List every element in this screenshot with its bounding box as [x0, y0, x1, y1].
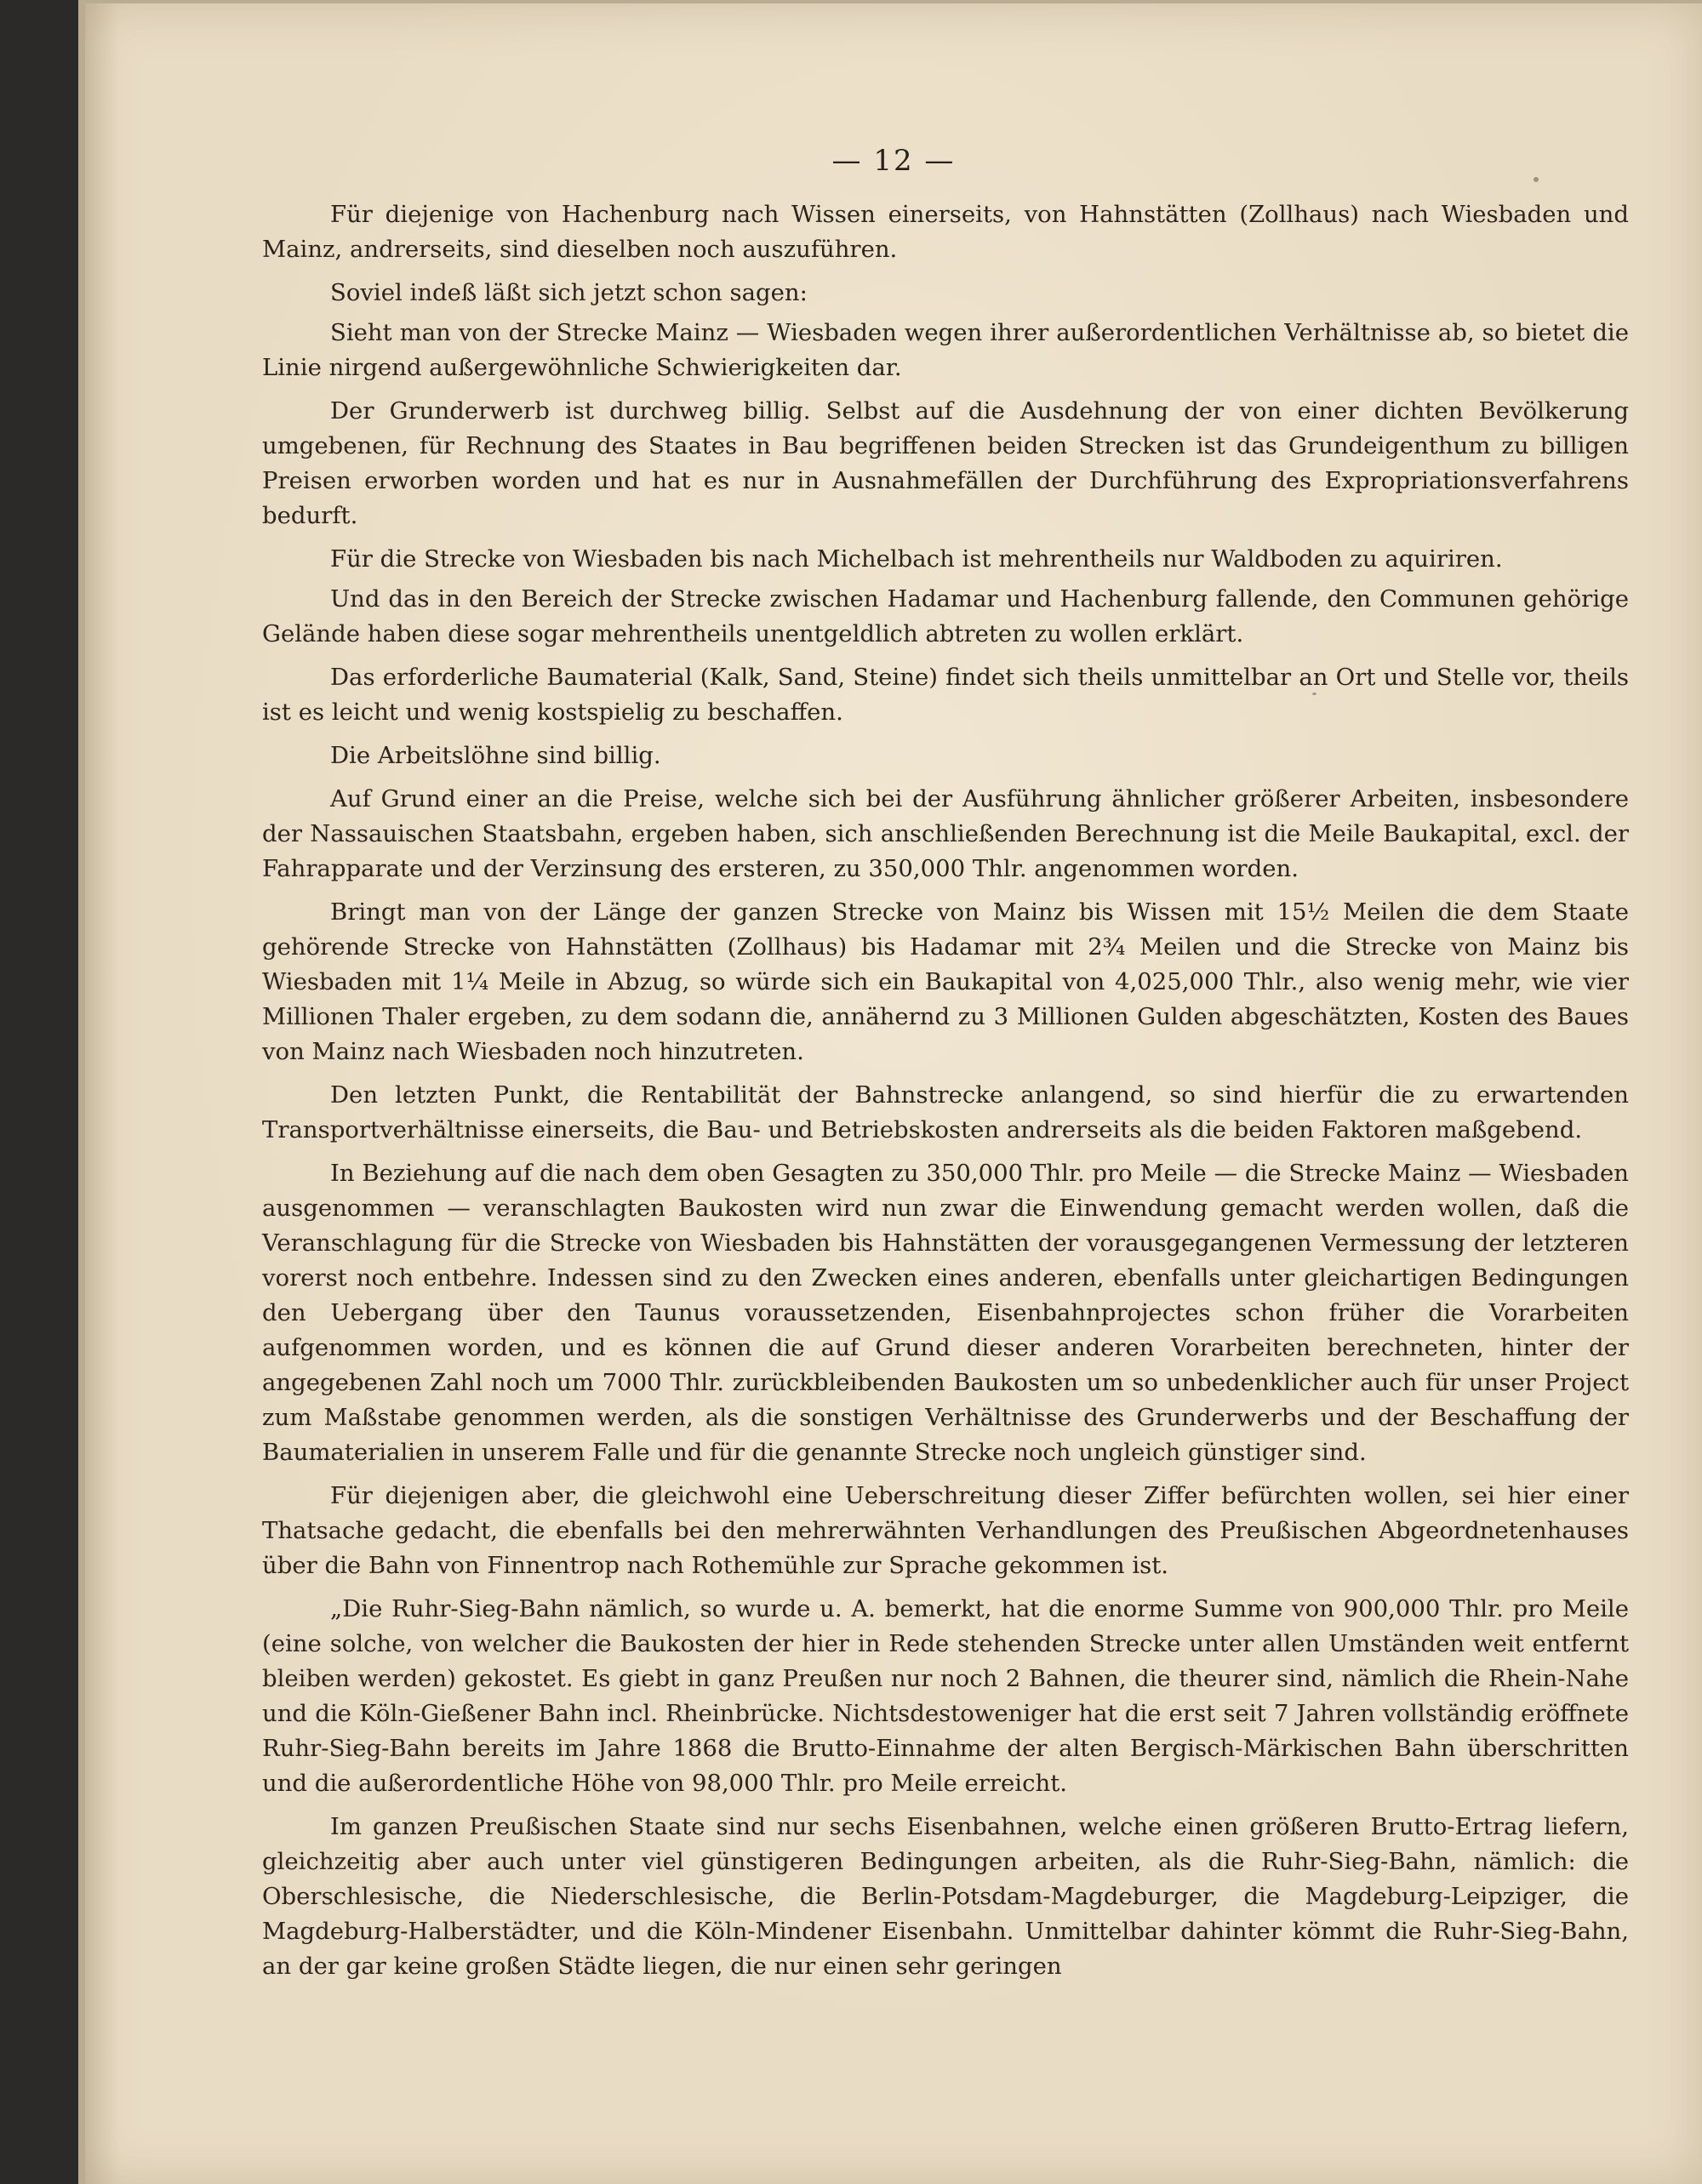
- paragraph: Die Arbeitslöhne sind billig.: [330, 742, 661, 769]
- paragraph: Und das in den Bereich der Strecke zwischen Hadamar und Hachenburg fallende, den Communen gehörige Gelände haben diese sogar mehrentheils unentgeldlich abtreten zu wollen erklärt.: [262, 585, 1629, 647]
- paragraph: In Beziehung auf die nach dem oben Gesagten zu 350,000 Thlr. pro Meile — die Strecke Mainz — Wiesbaden ausgenommen — veranschlagten Baukosten wird nun zwar die Einwendung gemacht werden wollen, daß die Veranschlagung für die Strecke von Wiesbaden bis Hahnstätten der vorausgegangenen Vermessung der letzteren vorerst noch entbehre. Indessen sind zu den Zwecken eines anderen, ebenfalls unter gleichartigen Bedingungen den Uebergang über den Taunus voraussetzenden, Eisenbahnprojectes schon früher die Vorarbeiten aufgenommen worden, und es können die auf Grund dieser anderen Vorarbeiten berechneten, hinter der angegebenen Zahl noch um 7000 Thlr. zurückbleibenden Baukosten um so unbedenklicher auch für unser Project zum Maßstabe genommen werden, als die sonstigen Verhältnisse des Grunderwerbs und der Beschaffung der Baumaterialien in unserem Falle und für die genannte Strecke noch ungleich günstiger sind.: [262, 1160, 1629, 1466]
- paragraph: Für die Strecke von Wiesbaden bis nach Michelbach ist mehrentheils nur Waldboden zu aquiriren.: [330, 545, 1503, 573]
- paragraph: Den letzten Punkt, die Rentabilität der Bahnstrecke anlangend, so sind hierfür die zu erwartenden Transportverhältnisse einerseits, die Bau- und Betriebskosten andrerseits als die beiden Faktoren maßgebend.: [262, 1081, 1629, 1143]
- paragraph: Bringt man von der Länge der ganzen Strecke von Mainz bis Wissen mit 15½ Meilen die dem Staate gehörende Strecke von Hahnstätten (Zollhaus) bis Hadamar mit 2¾ Meilen und die Strecke von Mainz bis Wiesbaden mit 1¼ Meile in Abzug, so würde sich ein Baukapital von 4,025,000 Thlr., also wenig mehr, wie vier Millionen Thaler ergeben, zu dem sodann die, annähernd zu 3 Millionen Gulden abgeschätzten, Kosten des Baues von Mainz nach Wiesbaden noch hinzutreten.: [262, 898, 1629, 1065]
- document-page: [85, 3, 1702, 2184]
- paragraph: Soviel indeß läßt sich jetzt schon sagen:: [330, 279, 808, 306]
- page-number: — 12 —: [831, 144, 956, 178]
- paper-speck: [1534, 177, 1539, 182]
- paragraph: Der Grunderwerb ist durchweg billig. Selbst auf die Ausdehnung der von einer dichten Bevölkerung umgebenen, für Rechnung des Staates in Bau begriffenen beiden Strecken ist das Grundeigenthum zu billigen Preisen erworben worden und hat es nur in Ausnahmefällen der Durchführung des Expropriationsverfahrens bedurft.: [262, 397, 1629, 529]
- paragraph: Im ganzen Preußischen Staate sind nur sechs Eisenbahnen, welche einen größeren Brutto-Ertrag liefern, gleichzeitig aber auch unter viel günstigeren Bedingungen arbeiten, als die Ruhr-Sieg-Bahn, nämlich: die Oberschlesische, die Niederschlesische, die Berlin-Potsdam-Magdeburger, die Magdeburg-Leipziger, die Magdeburg-Halberstädter, und die Köln-Mindener Eisenbahn. Unmittelbar dahinter kömmt die Ruhr-Sieg-Bahn, an der gar keine großen Städte liegen, die nur einen sehr geringen: [262, 1813, 1629, 1980]
- paragraph: Für diejenige von Hachenburg nach Wissen einerseits, von Hahnstätten (Zollhaus) nach Wiesbaden und Mainz, andrerseits, sind dieselben noch auszuführen.: [262, 201, 1629, 263]
- paragraph: Für diejenigen aber, die gleichwohl eine Ueberschreitung dieser Ziffer befürchten wollen, sei hier einer Thatsache gedacht, die ebenfalls bei den mehrerwähnten Verhandlungen des Preußischen Abgeordnetenhauses über die Bahn von Finnentrop nach Rothemühle zur Sprache gekommen ist.: [262, 1482, 1629, 1579]
- paragraph: Sieht man von der Strecke Mainz — Wiesbaden wegen ihrer außerordentlichen Verhältnisse ab, so bietet die Linie nirgend außergewöhnliche Schwierigkeiten dar.: [262, 319, 1629, 381]
- paragraph: Auf Grund einer an die Preise, welche sich bei der Ausführung ähnlicher größerer Arbeiten, insbesondere der Nassauischen Staatsbahn, ergeben haben, sich anschließenden Berechnung ist die Meile Baukapital, excl. der Fahrapparate und der Verzinsung des ersteren, zu 350,000 Thlr. angenommen worden.: [262, 785, 1629, 882]
- quoted-paragraph: „Die Ruhr-Sieg-Bahn nämlich, so wurde u. A. bemerkt, hat die enorme Summe von 900,000 Thlr. pro Meile (eine solche, von welcher die Baukosten der hier in Rede stehenden Strecke unter allen Umständen weit entfernt bleiben werden) gekostet. Es giebt in ganz Preußen nur noch 2 Bahnen, die theurer sind, nämlich die Rhein-Nahe und die Köln-Gießener Bahn incl. Rheinbrücke. Nichtsdestoweniger hat die erst seit 7 Jahren vollständig eröffnete Ruhr-Sieg-Bahn bereits im Jahre 1868 die Brutto-Einnahme der alten Bergisch-Märkischen Bahn überschritten und die außerordentliche Höhe von 98,000 Thlr. pro Meile erreicht.: [262, 1595, 1629, 1797]
- paragraph: Das erforderliche Baumaterial (Kalk, Sand, Steine) findet sich theils unmittelbar an Ort und Stelle vor, theils ist es leicht und wenig kostspielig zu beschaffen.: [262, 664, 1629, 726]
- body-text: [262, 197, 1629, 1993]
